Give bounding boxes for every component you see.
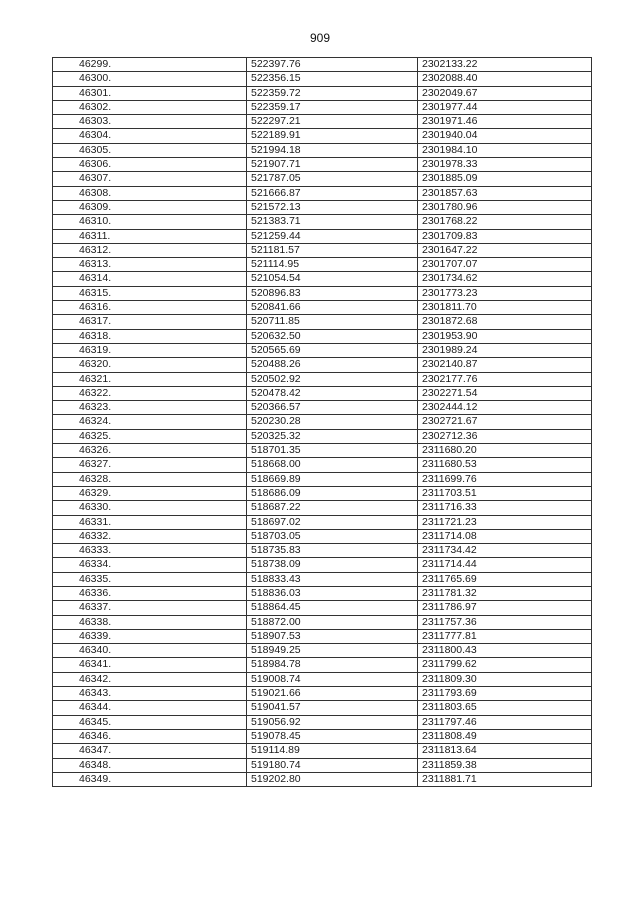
point-number-cell: 46347. [53, 744, 247, 758]
table-row [53, 715, 592, 729]
table-row [53, 629, 592, 643]
y-coordinate-cell: 2301857.63 [418, 186, 592, 200]
point-number-cell: 46326. [53, 444, 247, 458]
table-row [53, 558, 592, 572]
table-row [53, 701, 592, 715]
x-coordinate-cell: 522189.91 [247, 129, 418, 143]
table-row [53, 86, 592, 100]
y-coordinate-cell: 2311777.81 [418, 629, 592, 643]
x-coordinate-cell: 519021.66 [247, 687, 418, 701]
point-number-cell: 46315. [53, 286, 247, 300]
point-number-cell: 46324. [53, 415, 247, 429]
table-row [53, 58, 592, 72]
point-number-cell: 46304. [53, 129, 247, 143]
x-coordinate-cell: 520841.66 [247, 301, 418, 315]
table-row [53, 358, 592, 372]
table-row [53, 172, 592, 186]
x-coordinate-cell: 521994.18 [247, 143, 418, 157]
y-coordinate-cell: 2311786.97 [418, 601, 592, 615]
point-number-cell: 46348. [53, 758, 247, 772]
point-number-cell: 46322. [53, 386, 247, 400]
x-coordinate-cell: 521259.44 [247, 229, 418, 243]
y-coordinate-cell: 2301647.22 [418, 243, 592, 257]
table-row [53, 143, 592, 157]
point-number-cell: 46320. [53, 358, 247, 372]
y-coordinate-cell: 2311699.76 [418, 472, 592, 486]
point-number-cell: 46328. [53, 472, 247, 486]
table-row [53, 72, 592, 86]
x-coordinate-cell: 522356.15 [247, 72, 418, 86]
x-coordinate-cell: 519078.45 [247, 729, 418, 743]
x-coordinate-cell: 518703.05 [247, 529, 418, 543]
point-number-cell: 46342. [53, 672, 247, 686]
table-row [53, 272, 592, 286]
y-coordinate-cell: 2311803.65 [418, 701, 592, 715]
x-coordinate-cell: 520711.85 [247, 315, 418, 329]
y-coordinate-cell: 2311757.36 [418, 615, 592, 629]
y-coordinate-cell: 2301811.70 [418, 301, 592, 315]
table-row [53, 415, 592, 429]
y-coordinate-cell: 2301768.22 [418, 215, 592, 229]
table-row [53, 601, 592, 615]
point-number-cell: 46300. [53, 72, 247, 86]
table-row [53, 343, 592, 357]
table-row [53, 501, 592, 515]
point-number-cell: 46335. [53, 572, 247, 586]
coordinates-table-body [53, 58, 592, 787]
x-coordinate-cell: 518738.09 [247, 558, 418, 572]
table-row [53, 372, 592, 386]
y-coordinate-cell: 2301780.96 [418, 200, 592, 214]
y-coordinate-cell: 2301977.44 [418, 100, 592, 114]
table-row [53, 586, 592, 600]
point-number-cell: 46346. [53, 729, 247, 743]
y-coordinate-cell: 2311716.33 [418, 501, 592, 515]
y-coordinate-cell: 2301707.07 [418, 258, 592, 272]
x-coordinate-cell: 522359.17 [247, 100, 418, 114]
y-coordinate-cell: 2301984.10 [418, 143, 592, 157]
x-coordinate-cell: 519008.74 [247, 672, 418, 686]
y-coordinate-cell: 2301989.24 [418, 343, 592, 357]
x-coordinate-cell: 518668.00 [247, 458, 418, 472]
x-coordinate-cell: 518984.78 [247, 658, 418, 672]
point-number-cell: 46338. [53, 615, 247, 629]
point-number-cell: 46307. [53, 172, 247, 186]
point-number-cell: 46318. [53, 329, 247, 343]
y-coordinate-cell: 2301971.46 [418, 115, 592, 129]
table-row [53, 215, 592, 229]
x-coordinate-cell: 520632.50 [247, 329, 418, 343]
point-number-cell: 46337. [53, 601, 247, 615]
point-number-cell: 46344. [53, 701, 247, 715]
table-row [53, 644, 592, 658]
point-number-cell: 46341. [53, 658, 247, 672]
table-row [53, 486, 592, 500]
point-number-cell: 46330. [53, 501, 247, 515]
table-row [53, 729, 592, 743]
table-row [53, 158, 592, 172]
x-coordinate-cell: 519202.80 [247, 772, 418, 786]
y-coordinate-cell: 2311765.69 [418, 572, 592, 586]
point-number-cell: 46301. [53, 86, 247, 100]
point-number-cell: 46306. [53, 158, 247, 172]
y-coordinate-cell: 2302088.40 [418, 72, 592, 86]
table-row [53, 744, 592, 758]
y-coordinate-cell: 2301978.33 [418, 158, 592, 172]
y-coordinate-cell: 2311714.44 [418, 558, 592, 572]
table-row [53, 100, 592, 114]
x-coordinate-cell: 518872.00 [247, 615, 418, 629]
x-coordinate-cell: 518669.89 [247, 472, 418, 486]
table-row [53, 444, 592, 458]
x-coordinate-cell: 520230.28 [247, 415, 418, 429]
y-coordinate-cell: 2311714.08 [418, 529, 592, 543]
table-row [53, 115, 592, 129]
y-coordinate-cell: 2311721.23 [418, 515, 592, 529]
table-row [53, 687, 592, 701]
y-coordinate-cell: 2301872.68 [418, 315, 592, 329]
y-coordinate-cell: 2311808.49 [418, 729, 592, 743]
point-number-cell: 46308. [53, 186, 247, 200]
table-row [53, 386, 592, 400]
x-coordinate-cell: 521114.95 [247, 258, 418, 272]
point-number-cell: 46305. [53, 143, 247, 157]
y-coordinate-cell: 2302712.36 [418, 429, 592, 443]
table-row [53, 658, 592, 672]
x-coordinate-cell: 520325.32 [247, 429, 418, 443]
x-coordinate-cell: 518907.53 [247, 629, 418, 643]
x-coordinate-cell: 521572.13 [247, 200, 418, 214]
point-number-cell: 46312. [53, 243, 247, 257]
table-row [53, 301, 592, 315]
point-number-cell: 46310. [53, 215, 247, 229]
y-coordinate-cell: 2302133.22 [418, 58, 592, 72]
y-coordinate-cell: 2311881.71 [418, 772, 592, 786]
point-number-cell: 46343. [53, 687, 247, 701]
x-coordinate-cell: 522397.76 [247, 58, 418, 72]
table-row [53, 472, 592, 486]
point-number-cell: 46314. [53, 272, 247, 286]
y-coordinate-cell: 2301953.90 [418, 329, 592, 343]
point-number-cell: 46311. [53, 229, 247, 243]
table-row [53, 572, 592, 586]
point-number-cell: 46349. [53, 772, 247, 786]
y-coordinate-cell: 2311680.20 [418, 444, 592, 458]
y-coordinate-cell: 2311800.43 [418, 644, 592, 658]
table-row [53, 229, 592, 243]
x-coordinate-cell: 521054.54 [247, 272, 418, 286]
y-coordinate-cell: 2311859.38 [418, 758, 592, 772]
y-coordinate-cell: 2301885.09 [418, 172, 592, 186]
y-coordinate-cell: 2302271.54 [418, 386, 592, 400]
x-coordinate-cell: 518697.02 [247, 515, 418, 529]
table-row [53, 401, 592, 415]
x-coordinate-cell: 520896.83 [247, 286, 418, 300]
x-coordinate-cell: 522359.72 [247, 86, 418, 100]
y-coordinate-cell: 2311734.42 [418, 544, 592, 558]
x-coordinate-cell: 520502.92 [247, 372, 418, 386]
table-row [53, 515, 592, 529]
y-coordinate-cell: 2311680.53 [418, 458, 592, 472]
point-number-cell: 46321. [53, 372, 247, 386]
point-number-cell: 46309. [53, 200, 247, 214]
x-coordinate-cell: 518833.43 [247, 572, 418, 586]
point-number-cell: 46299. [53, 58, 247, 72]
y-coordinate-cell: 2311809.30 [418, 672, 592, 686]
y-coordinate-cell: 2302721.67 [418, 415, 592, 429]
x-coordinate-cell: 519180.74 [247, 758, 418, 772]
x-coordinate-cell: 521666.87 [247, 186, 418, 200]
table-row [53, 672, 592, 686]
table-row [53, 544, 592, 558]
x-coordinate-cell: 520488.26 [247, 358, 418, 372]
point-number-cell: 46345. [53, 715, 247, 729]
table-row [53, 315, 592, 329]
x-coordinate-cell: 521383.71 [247, 215, 418, 229]
point-number-cell: 46325. [53, 429, 247, 443]
point-number-cell: 46331. [53, 515, 247, 529]
y-coordinate-cell: 2302049.67 [418, 86, 592, 100]
point-number-cell: 46323. [53, 401, 247, 415]
x-coordinate-cell: 518686.09 [247, 486, 418, 500]
point-number-cell: 46329. [53, 486, 247, 500]
table-row [53, 200, 592, 214]
point-number-cell: 46340. [53, 644, 247, 658]
y-coordinate-cell: 2311793.69 [418, 687, 592, 701]
x-coordinate-cell: 518836.03 [247, 586, 418, 600]
y-coordinate-cell: 2302140.87 [418, 358, 592, 372]
y-coordinate-cell: 2301940.04 [418, 129, 592, 143]
y-coordinate-cell: 2311781.32 [418, 586, 592, 600]
y-coordinate-cell: 2302177.76 [418, 372, 592, 386]
y-coordinate-cell: 2311703.51 [418, 486, 592, 500]
x-coordinate-cell: 518701.35 [247, 444, 418, 458]
x-coordinate-cell: 519056.92 [247, 715, 418, 729]
x-coordinate-cell: 518735.83 [247, 544, 418, 558]
x-coordinate-cell: 520478.42 [247, 386, 418, 400]
x-coordinate-cell: 519041.57 [247, 701, 418, 715]
point-number-cell: 46333. [53, 544, 247, 558]
point-number-cell: 46313. [53, 258, 247, 272]
point-number-cell: 46327. [53, 458, 247, 472]
table-row [53, 129, 592, 143]
x-coordinate-cell: 520366.57 [247, 401, 418, 415]
x-coordinate-cell: 521787.05 [247, 172, 418, 186]
y-coordinate-cell: 2302444.12 [418, 401, 592, 415]
y-coordinate-cell: 2311813.64 [418, 744, 592, 758]
x-coordinate-cell: 521181.57 [247, 243, 418, 257]
point-number-cell: 46332. [53, 529, 247, 543]
y-coordinate-cell: 2301734.62 [418, 272, 592, 286]
page-number: 909 [309, 31, 331, 45]
x-coordinate-cell: 518949.25 [247, 644, 418, 658]
table-row [53, 186, 592, 200]
table-row [53, 429, 592, 443]
x-coordinate-cell: 518864.45 [247, 601, 418, 615]
x-coordinate-cell: 519114.89 [247, 744, 418, 758]
x-coordinate-cell: 522297.21 [247, 115, 418, 129]
y-coordinate-cell: 2311797.46 [418, 715, 592, 729]
y-coordinate-cell: 2311799.62 [418, 658, 592, 672]
x-coordinate-cell: 518687.22 [247, 501, 418, 515]
point-number-cell: 46339. [53, 629, 247, 643]
table-row [53, 529, 592, 543]
y-coordinate-cell: 2301709.83 [418, 229, 592, 243]
table-row [53, 329, 592, 343]
x-coordinate-cell: 521907.71 [247, 158, 418, 172]
x-coordinate-cell: 520565.69 [247, 343, 418, 357]
y-coordinate-cell: 2301773.23 [418, 286, 592, 300]
point-number-cell: 46302. [53, 100, 247, 114]
point-number-cell: 46316. [53, 301, 247, 315]
table-row [53, 615, 592, 629]
table-row [53, 258, 592, 272]
table-row [53, 286, 592, 300]
table-row [53, 458, 592, 472]
coordinates-table [52, 57, 592, 787]
point-number-cell: 46336. [53, 586, 247, 600]
table-row [53, 243, 592, 257]
table-row [53, 772, 592, 786]
point-number-cell: 46317. [53, 315, 247, 329]
point-number-cell: 46303. [53, 115, 247, 129]
point-number-cell: 46334. [53, 558, 247, 572]
table-row [53, 758, 592, 772]
point-number-cell: 46319. [53, 343, 247, 357]
